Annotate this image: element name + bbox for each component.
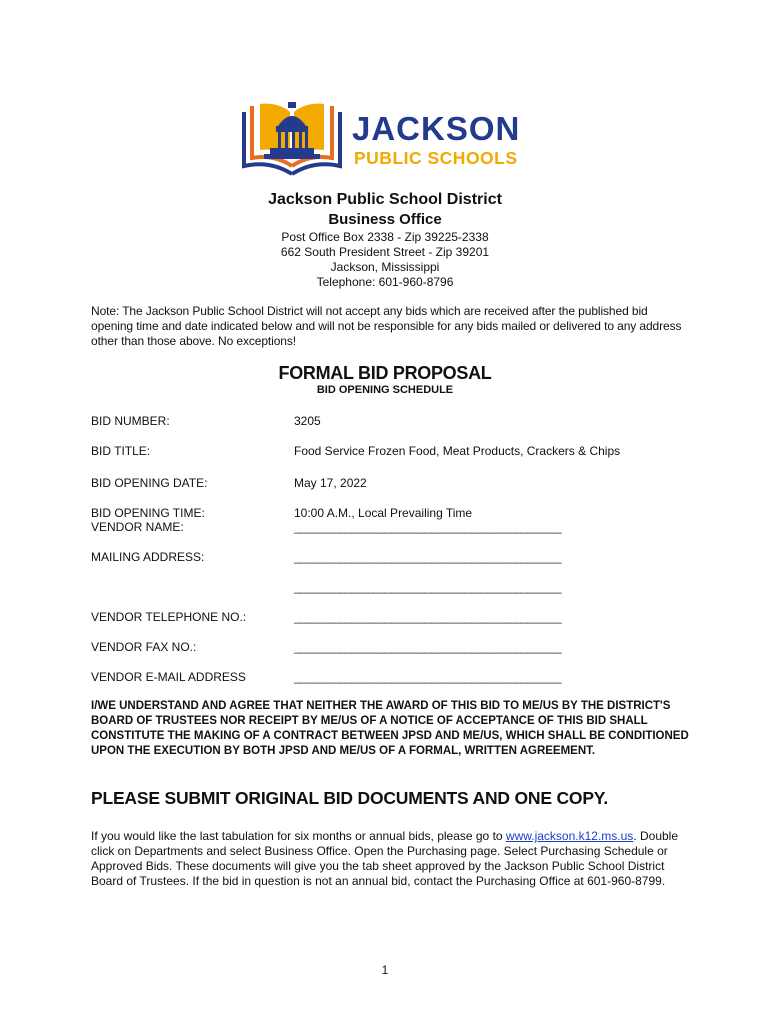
page-number: 1 bbox=[381, 963, 389, 977]
agreement-text: I/WE UNDERSTAND AND AGREE THAT NEITHER THE AWARD OF THIS BID TO ME/US BY THE DISTRICT'S BOARD OF TRUSTEES NOR RECEIPT BY ME/US OF A NOTICE OF ACCEPTANCE OF THIS BID SHALL CONSTITUTE THE MAKING OF A CONTRACT BETWEEN JPSD AND ME/US, WHICH SHALL BE CONDITIONED UPON THE EXECUTION BY BOTH JPSD AND ME/US OF A FORMAL, WRITTEN AGREEMENT. bbox=[91, 700, 689, 757]
info-text-after: . Double click on Departments and select Business Office. Open the Purchasing page. Select Purchasing Schedule or Approved Bids. These documents will give you the tab sheet approved by the Jackson Public School District Board of Trustees. If the bid in question is not an annual bid, contact the Purchasing Office at 601-960-8799. bbox=[91, 829, 679, 888]
jps-logo-mark bbox=[240, 100, 530, 180]
jps-logo bbox=[240, 100, 530, 180]
proposal-subtitle: BID OPENING SCHEDULE bbox=[316, 384, 454, 396]
submit-heading: PLEASE SUBMIT ORIGINAL BID DOCUMENTS AND ONE COPY. bbox=[91, 788, 608, 808]
opening-time-label: BID OPENING TIME: bbox=[91, 506, 205, 520]
vendor-email-field[interactable]: _______________________________________________ bbox=[294, 670, 561, 684]
mailing-address-field-2[interactable]: _______________________________________________ bbox=[294, 580, 561, 594]
opening-date-label: BID OPENING DATE: bbox=[91, 476, 208, 490]
tabulation-info bbox=[91, 829, 691, 889]
address-line: Post Office Box 2338 - Zip 39225-2338 bbox=[281, 230, 489, 244]
bid-note: Note: The Jackson Public School District will not accept any bids which are received after the published bid opening time and date indicated below and will not be responsible for any bids mailed or delivered to any address other than those above. No exceptions! bbox=[91, 304, 682, 348]
bid-number-value: 3205 bbox=[294, 414, 321, 428]
vendor-fax-label: VENDOR FAX NO.: bbox=[91, 640, 197, 654]
address-line: Jackson, Mississippi bbox=[330, 260, 440, 274]
vendor-name-field[interactable]: _______________________________________________ bbox=[294, 520, 561, 534]
vendor-telephone-label: VENDOR TELEPHONE NO.: bbox=[91, 610, 247, 624]
opening-time-value: 10:00 A.M., Local Prevailing Time bbox=[294, 506, 473, 520]
bid-title-value: Food Service Frozen Food, Meat Products, Crackers & Chips bbox=[294, 444, 621, 458]
mailing-address-field-1[interactable]: _______________________________________________ bbox=[294, 550, 561, 564]
vendor-email-label: VENDOR E-MAIL ADDRESS bbox=[91, 670, 246, 684]
telephone-line: Telephone: 601-960-8796 bbox=[316, 275, 454, 289]
logo-line2: PUBLIC SCHOOLS bbox=[354, 148, 518, 168]
bid-title-label: BID TITLE: bbox=[91, 444, 151, 458]
vendor-name-label: VENDOR NAME: bbox=[91, 520, 184, 534]
address-line: 662 South President Street - Zip 39201 bbox=[280, 245, 490, 259]
vendor-telephone-field[interactable]: _______________________________________________ bbox=[294, 610, 561, 624]
address-block bbox=[0, 230, 770, 290]
proposal-title: FORMAL BID PROPOSAL bbox=[278, 363, 492, 383]
business-office: Business Office bbox=[328, 211, 442, 228]
info-text-before: If you would like the last tabulation for six months or annual bids, please go to bbox=[91, 829, 506, 843]
district-name: Jackson Public School District bbox=[268, 191, 502, 208]
logo-line1: JACKSON bbox=[352, 110, 521, 147]
vendor-fax-field[interactable]: _______________________________________________ bbox=[294, 640, 561, 654]
bid-number-label: BID NUMBER: bbox=[91, 414, 170, 428]
mailing-address-label: MAILING ADDRESS: bbox=[91, 550, 205, 564]
opening-date-value: May 17, 2022 bbox=[294, 476, 367, 490]
website-link[interactable]: www.jackson.k12.ms.us bbox=[505, 829, 634, 843]
